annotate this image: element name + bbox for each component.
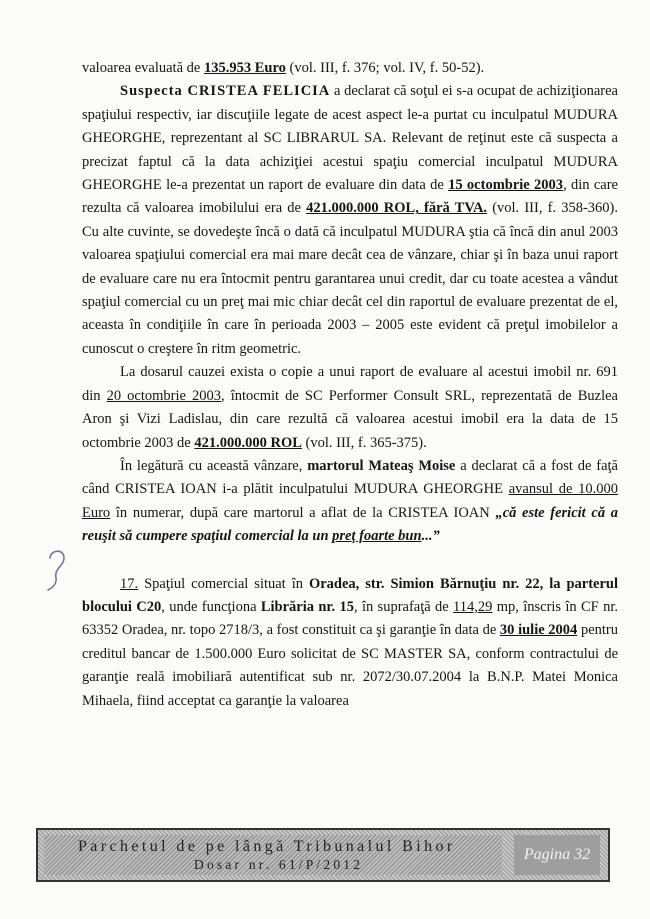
text-run: în numerar, după care martorul a aflat de la CRISTEA IOAN [110,504,496,521]
text-run: (vol. III, f. 376; vol. IV, f. 50-52). [285,60,485,76]
text-run: 15 octombrie 2003 [448,177,564,194]
document-body [82,57,618,713]
text-run: Oradea, str. Simion Bărnuţiu nr. 22, la parterul blocului C20 [82,575,619,615]
text-run: a declarat că a fost de faţă când CRISTEA IOAN i-a plătit inculpatului MUDURA GHEORGHE [82,457,618,498]
text-run: martorul Mateaş Moise [307,457,456,474]
text-run: 114,29 [453,598,493,615]
text-run: ...” [421,528,440,545]
text-run: a declarat că soţul ei s-a ocupat de achiziţionarea spaţiului respectiv, iar discuţiile legate de acest aspect le-a purtat cu inculpatul MUDURA GHEORGHE, reprezentant al SC LIBRARUL SA. Relevant de reţinut este că suspecta a precizat faptul că la data achiziţiei acestui spaţiu comercial inculpatul MUDURA GHEORGHE le-a prezentat un raport de evaluare din data de [82,83,618,194]
text-run: În legătură cu această vânzare, [120,457,308,474]
footer-institution: Parchetul de pe lângă Tribunalul Bihor [78,838,456,855]
text-run: Suspecta CRISTEA FELICIA [120,83,331,100]
handwritten-question-mark [44,546,70,592]
text-run: mp, înscris în CF nr. 63352 Oradea, nr. topo 2718/3, a fost constituit ca şi garanţie în data de [82,598,618,639]
page-footer [36,828,610,882]
text-run: , întocmit de SC Performer Consult SRL, reprezentată de Buzlea Aron şi Vizi Ladislau, din care rezultă că valoarea acestui imobil era la data de 15 octombrie 2003 de [82,387,618,451]
paragraph-5 [82,573,618,713]
paragraph-4 [82,455,618,549]
text-run: 20 octombrie 2003 [106,387,222,404]
text-run: „că este fericit că a reuşit să cumpere spaţiul comercial la un [82,504,618,545]
text-run: La dosarul cauzei exista o copie a unui raport de evaluare al acestui imobil nr. 691 din [82,364,618,404]
text-run: 30 iulie 2004 [499,622,578,639]
text-run: 135.953 Euro [203,60,286,76]
footer-case-number: Dosar nr. 61/P/2012 [194,857,364,872]
text-run: Librăria nr. 15 [260,598,354,615]
text-run: 17. [120,575,139,592]
text-run: valoarea evaluată de [82,60,204,76]
text-run: , în suprafaţă de [353,598,454,615]
text-run: 421.000.000 ROL, fără TVA. [306,200,488,217]
footer-title-box [44,835,502,875]
paragraph-1 [82,57,618,80]
paragraph-3 [82,361,618,455]
text-run: 421.000.000 ROL [194,434,302,451]
text-run: Spaţiul comercial situat în [138,575,309,592]
text-run: , unde funcţiona [161,598,261,615]
text-run: avansul de 10.000 Euro [82,481,618,521]
page-number: Pagina 32 [514,835,600,875]
text-run: (vol. III, f. 358-360). Cu alte cuvinte, se dovedeşte încă o dată că inculpatul MUDURA ştia că încă din anul 2003 valoarea spaţiului comercial era mai mare decât cea de vânzare, chiar şi în baza unui raport de evaluare care nu era întocmit pentru garantarea unui credit, dar cu toate acestea a vândut spaţiul comercial cu un preţ mai mic chiar decât cel din raportul de evaluare prezentat de el, aceasta în condiţiile în care în perioada 2003 – 2005 este evident că preţul imobilelor a cunoscut o creştere în ritm geometric. [82,200,618,357]
text-run: (vol. III, f. 365-375). [301,434,427,451]
text-run: pentru creditul bancar de 1.500.000 Euro solicitat de SC MASTER SA, conform contractului de garanţie reală imobiliară autentificat sub nr. 2072/30.07.2004 la B.N.P. Matei Monica Mihaela, fiind acceptat ca garanţie la valoarea [82,622,619,709]
paragraph-2 [82,80,618,361]
text-run: , din care rezulta că valoarea imobilului era de [82,177,618,217]
text-run: preţ foarte bun [332,528,422,545]
